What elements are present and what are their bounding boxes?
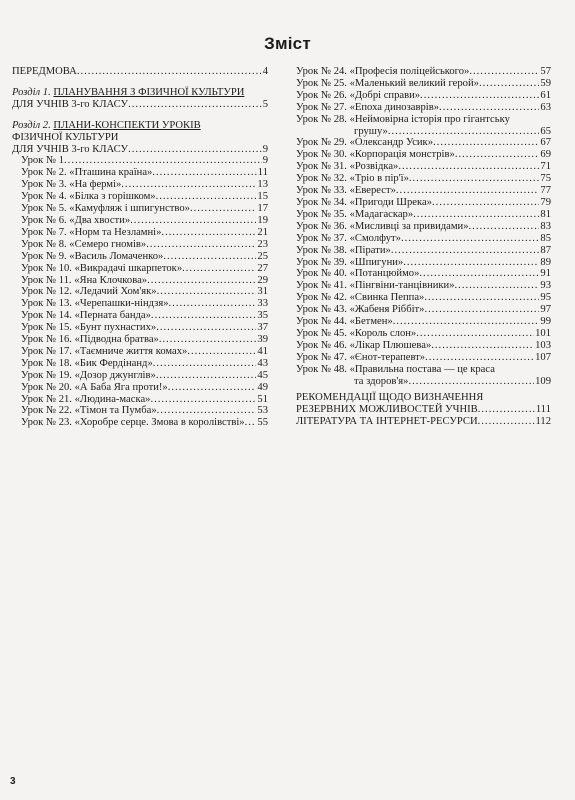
toc-entry-lesson[interactable]: Урок № 38. «Пірати» ..... 87 [296, 245, 551, 257]
toc-entry-lesson[interactable]: Урок № 44. «Бетмен» ..... 99 [296, 316, 551, 328]
toc-entry-lesson[interactable]: Урок № 20. «А Баба Яга проти!» ..... 49 [12, 382, 268, 394]
toc-entry-lesson[interactable]: Урок № 17. «Таємниче життя комах» ..... 41 [12, 346, 268, 358]
toc-entry-lesson[interactable]: Урок № 32. «Тріо в пір'ї» ..... 75 [296, 173, 551, 185]
dot-leader [128, 144, 262, 156]
dot-leader [64, 155, 262, 167]
toc-entry-lesson[interactable]: Урок № 21. «Людина-маска» ..... 51 [12, 394, 268, 406]
toc-entry-lesson[interactable]: Урок № 16. «Підводна братва» ..... 39 [12, 334, 268, 346]
toc-entry-text: ПЕРЕДМОВА [12, 66, 77, 77]
dot-leader [455, 149, 540, 161]
dot-leader [439, 102, 539, 114]
dot-leader [121, 179, 256, 191]
dot-leader [409, 173, 540, 185]
dot-leader [432, 197, 539, 209]
toc-entry-lesson-28[interactable] [296, 114, 551, 138]
dot-leader [156, 191, 257, 203]
toc-entry-lesson[interactable]: Урок № 42. «Свинка Пеппа» ..... 95 [296, 292, 551, 304]
toc-entry-lesson[interactable]: Урок № 34. «Пригоди Шрека» ..... 79 [296, 197, 551, 209]
dot-leader [163, 251, 256, 263]
toc-entry-lesson[interactable]: Урок № 4. «Білка з горішком» ..... 15 [12, 191, 268, 203]
page-number: 3 [10, 776, 16, 787]
dot-leader [401, 233, 539, 245]
dot-leader [433, 137, 539, 149]
toc-entry-lesson[interactable]: Урок № 45. «Король слон» ..... 101 [296, 328, 551, 340]
toc-entry-text-line-2: та здоров'я» [354, 375, 409, 387]
toc-entry-lesson[interactable]: Урок № 27. «Епоха динозаврів» ..... 63 [296, 102, 551, 114]
toc-entry-lesson[interactable]: Урок № 9. «Василь Ломаченко» ..... 25 [12, 251, 268, 263]
toc-right-column [296, 66, 551, 428]
dot-leader [396, 185, 540, 197]
dot-leader [151, 310, 256, 322]
dot-leader [403, 257, 539, 269]
section-title-line-2: ФІЗИЧНОЇ КУЛЬТУРИ [12, 131, 119, 143]
dot-leader [424, 292, 539, 304]
dot-leader [77, 66, 262, 78]
toc-entry-lesson[interactable]: Урок № 3. «На фермі» ..... 13 [12, 179, 268, 191]
toc-entry-lesson[interactable]: Урок № 23. «Хоробре серце. Змова в королівстві» ..... 55 [12, 417, 268, 429]
toc-entry-lesson[interactable]: Урок № 46. «Лікар Плюшева» ..... 103 [296, 340, 551, 352]
dot-leader [157, 405, 257, 417]
toc-entry-lesson[interactable]: Урок № 2. «Пташина країна» ..... 11 [12, 167, 268, 179]
toc-entry-preface[interactable] [12, 66, 268, 78]
dot-leader [156, 370, 257, 382]
toc-entry-lesson[interactable]: Урок № 30. «Корпорація монстрів» ..... 69 [296, 149, 551, 161]
section-label: Розділ 2. [12, 119, 51, 131]
toc-entry-page: 109 [535, 375, 551, 387]
lesson-list-left [12, 155, 268, 429]
toc-entry-lesson[interactable]: Урок № 33. «Еверест» ..... 77 [296, 185, 551, 197]
toc-entry-recommendations[interactable] [296, 392, 551, 416]
toc-entry-lesson[interactable]: Урок № 36. «Мисливці за привидами» ..... 83 [296, 221, 551, 233]
section-title-line-3: ДЛЯ УЧНІВ 3-го КЛАСУ [12, 143, 129, 155]
toc-entry-lesson[interactable]: Урок № 6. «Два хвости» ..... 19 [12, 215, 268, 227]
dot-leader [413, 209, 539, 221]
toc-entry-lesson[interactable]: Урок № 12. «Ледачий Хом'як» ..... 31 [12, 286, 268, 298]
toc-entry-lesson[interactable]: Урок № 26. «Добрі справи» ..... 61 [296, 90, 551, 102]
section-title: ПЛАНИ-КОНСПЕКТИ УРОКІВ [53, 119, 201, 131]
dot-leader [469, 221, 540, 233]
toc-entry-lesson[interactable]: Урок № 41. «Пінгвіни-танцівники» ..... 93 [296, 280, 551, 292]
dot-leader [424, 304, 539, 316]
toc-entry-lesson[interactable]: Урок № 39. «Шпигуни» ..... 89 [296, 257, 551, 269]
toc-entry-lesson[interactable]: Урок № 10. «Викрадачі шкарпеток» ..... 27 [12, 263, 268, 275]
toc-entry-lesson[interactable]: Урок № 11. «Яна Клочкова» ..... 29 [12, 275, 268, 287]
dot-leader [393, 316, 540, 328]
toc-entry-lesson[interactable]: Урок № 8. «Семеро гномів» ..... 23 [12, 239, 268, 251]
toc-entry-lesson[interactable]: Урок № 29. «Олександр Усик» ..... 67 [296, 137, 551, 149]
dot-leader [187, 346, 256, 358]
toc-entry-lesson[interactable]: Урок № 14. «Перната банда» ..... 35 [12, 310, 268, 322]
dot-leader [128, 99, 262, 111]
dot-leader [169, 298, 257, 310]
toc-entry-lesson[interactable]: Урок № 19. «Дозор джунглів» ..... 45 [12, 370, 268, 382]
dot-leader [152, 167, 256, 179]
dot-leader [391, 245, 540, 257]
toc-entry-lesson[interactable]: Урок № 43. «Жабеня Ріббіт» ..... 97 [296, 304, 551, 316]
dot-leader [479, 78, 539, 90]
toc-entry-lesson[interactable]: Урок № 5. «Камуфляж і шпигунство» ..... 17 [12, 203, 268, 215]
toc-entry-lesson[interactable]: Урок № 24. «Професія поліцейського» ..... 57 [296, 66, 551, 78]
toc-entry-section-2[interactable] [12, 120, 268, 156]
dot-leader [425, 352, 534, 364]
dot-leader [150, 394, 256, 406]
page-title: Зміст [264, 34, 311, 53]
toc-entry-page: 111 [535, 404, 551, 416]
dot-leader [159, 334, 257, 346]
toc-entry-lesson-48[interactable] [296, 364, 551, 388]
toc-entry-lesson[interactable]: Урок № 35. «Мадагаскар» ..... 81 [296, 209, 551, 221]
toc-entry-lesson[interactable]: Урок № 13. «Черепашки-ніндзя» ..... 33 [12, 298, 268, 310]
toc-entry-lesson[interactable]: Урок № 31. «Розвідка» ..... 71 [296, 161, 551, 173]
dot-leader [157, 286, 257, 298]
dot-leader [161, 227, 256, 239]
toc-entry-text: Урок № 28. «Неймовірна історія про гігантську [296, 113, 510, 125]
dot-leader [388, 126, 540, 138]
toc-entry-text-line-2: РЕЗЕРВНИХ МОЖЛИВОСТЕЙ УЧНІВ [296, 404, 478, 416]
dot-leader [153, 358, 257, 370]
toc-entry-lesson[interactable]: Урок № 37. «Смолфут» ..... 85 [296, 233, 551, 245]
toc-entry-lesson[interactable]: Урок № 25. «Маленький великий герой» ..... 59 [296, 78, 551, 90]
dot-leader [182, 263, 256, 275]
dot-leader [455, 280, 540, 292]
section-title: ПЛАНУВАННЯ З ФІЗИЧНОЇ КУЛЬТУРИ [53, 86, 245, 98]
toc-entry-lesson[interactable]: Урок № 40. «Потанцюймо» ..... 91 [296, 268, 551, 280]
dot-leader [408, 376, 534, 388]
section-label: Розділ 1. [12, 86, 51, 98]
dot-leader [419, 268, 539, 280]
dot-leader [420, 90, 539, 102]
section-title-line-2: ДЛЯ УЧНІВ 3-го КЛАСУ [12, 98, 129, 110]
toc-entry-page: 9 [262, 143, 268, 155]
dot-leader [416, 328, 534, 340]
dot-leader [398, 161, 539, 173]
dot-leader [478, 404, 535, 416]
toc-left-column [12, 66, 268, 429]
toc-entry-text: РЕКОМЕНДАЦІЇ ЩОДО ВИЗНАЧЕННЯ [296, 392, 484, 404]
dot-leader [146, 239, 256, 251]
dot-leader [478, 416, 535, 428]
toc-entry-page: 5 [262, 98, 268, 110]
toc-entry-lesson[interactable]: Урок № 18. «Бик Фердінанд» ..... 43 [12, 358, 268, 370]
toc-entry-page: 4 [262, 66, 268, 77]
toc-entry-text-line-2: грушу» [354, 125, 388, 137]
toc-entry-lesson[interactable]: Урок № 7. «Норм та Незламні» ..... 21 [12, 227, 268, 239]
dot-leader [168, 382, 257, 394]
toc-entry-literature[interactable] [296, 416, 551, 428]
toc-entry-section-1[interactable] [12, 87, 268, 111]
toc-entry-text: Урок № 48. «Правильна постава — це краса [296, 363, 495, 375]
toc-entry-page: 65 [540, 125, 551, 137]
toc-entry-lesson[interactable]: Урок № 22. «Тімон та Пумба» ..... 53 [12, 405, 268, 417]
dot-leader [245, 417, 257, 429]
dot-leader [431, 340, 534, 352]
toc-entry-lesson[interactable]: Урок № 15. «Бунт пухнастих» ..... 37 [12, 322, 268, 334]
dot-leader [147, 275, 256, 287]
toc-entry-page: 112 [535, 416, 551, 428]
dot-leader [469, 66, 539, 78]
toc-entry-lesson[interactable]: Урок № 1 ..... 9 [12, 155, 268, 167]
toc-entry-text: ЛІТЕРАТУРА ТА ІНТЕРНЕТ-РЕСУРСИ [296, 416, 478, 428]
dot-leader [156, 322, 256, 334]
toc-entry-lesson[interactable]: Урок № 47. «Єнот-терапевт» ..... 107 [296, 352, 551, 364]
dot-leader [190, 203, 256, 215]
dot-leader [130, 215, 256, 227]
